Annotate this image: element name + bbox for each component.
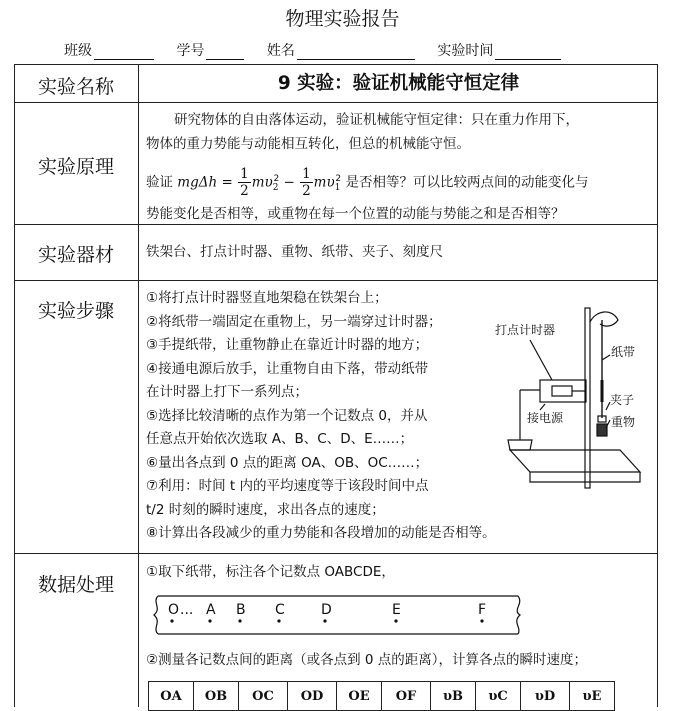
- step-line: ②将纸带一端固定在重物上，另一端穿过计时器；: [146, 313, 442, 330]
- formula-mv2: mυ: [251, 174, 273, 191]
- experiment-title: 9 实验：验证机械能守恒定律: [277, 73, 520, 94]
- tape-point-B: B: [236, 602, 246, 618]
- time-blank[interactable]: [495, 45, 561, 60]
- step-line: 在计时器上打下一系列点；: [146, 384, 308, 400]
- weight-icon: [597, 424, 607, 436]
- table-header: OA: [149, 682, 194, 711]
- principle-formula-line: [146, 156, 651, 202]
- class-label: 班级: [64, 43, 92, 59]
- label-timer: 打点计时器: [495, 323, 556, 337]
- power-source: [508, 440, 532, 450]
- formula-fraction: [238, 166, 251, 199]
- time-label: 实验时间: [437, 43, 494, 59]
- timer-window: [552, 386, 572, 396]
- tape-dot: [208, 619, 211, 622]
- row-label-data: 数据处理: [37, 574, 114, 596]
- principle-text: [146, 108, 651, 226]
- tape-dot: [238, 619, 241, 622]
- step-line: ④接通电源后放手，让重物自由下落，带动纸带: [146, 360, 429, 377]
- student-info-line: [64, 40, 561, 60]
- step-line: ①将打点计时器竖直地架稳在铁架台上；: [146, 290, 388, 306]
- step-line: ⑧计算出各段减少的重力势能和各段增加的动能是否相等。: [146, 525, 496, 541]
- hand-icon: [590, 312, 618, 326]
- fraction-numerator: 1: [302, 166, 311, 182]
- table-header: OB: [194, 682, 239, 711]
- name-label: 姓名: [266, 43, 295, 59]
- row-divider: [14, 280, 658, 281]
- tape-point-O: O: [168, 602, 180, 618]
- row-label-name: 实验名称: [37, 76, 114, 98]
- formula-square: 2: [273, 174, 280, 184]
- row-divider: [14, 102, 658, 103]
- row-label-steps: 实验步骤: [37, 300, 114, 322]
- equipment-list: 铁架台、打点计时器、重物、纸带、夹子、刻度尺: [146, 244, 443, 260]
- row-label-principle: 实验原理: [37, 156, 114, 178]
- formula-minus: −: [283, 174, 295, 191]
- formula-sub-2: 2: [272, 183, 279, 194]
- fraction-denominator: 2: [302, 183, 311, 199]
- principle-line-1: 研究物体的自由落体运动，验证机械能守恒定律：只在重力作用下，: [174, 112, 579, 128]
- tape-dot: [170, 619, 173, 622]
- step-line: ③手提纸带，让重物静止在靠近计时器的地方；: [146, 337, 429, 353]
- formula-mgdh: mgΔh: [177, 174, 218, 191]
- label-tape: 纸带: [611, 345, 636, 359]
- formula-square: 2: [335, 174, 342, 184]
- tape-dot: [394, 619, 397, 622]
- fraction-numerator: 1: [240, 166, 249, 182]
- report-title: 物理实验报告: [285, 8, 400, 30]
- formula-fraction: [300, 166, 313, 199]
- tape-point-A: A: [206, 602, 216, 618]
- formula-mv1: mυ: [313, 174, 335, 191]
- verify-prefix: 验证: [146, 174, 173, 191]
- step-line: ⑥量出各点到 0 点的距离 OA、OB、OC……；: [146, 454, 429, 471]
- tape-dot: [277, 619, 280, 622]
- tape-dot: [323, 619, 326, 622]
- tape-point-C: C: [275, 602, 285, 618]
- principle-line-2: 物体的重力势能与动能相互转化，但总的机械能守恒。: [146, 136, 470, 152]
- step-line: t/2 时刻的瞬时速度，求出各点的速度；: [146, 501, 385, 518]
- row-divider: [14, 553, 658, 554]
- principle-line-4: 势能变化是否相等，或重物在每一个位置的动能与势能之和是否相等？: [146, 206, 565, 222]
- table-header: OC: [239, 682, 288, 711]
- steps-list: [146, 287, 496, 546]
- student-id-label: 学号: [176, 43, 205, 59]
- tape-dots: ...: [180, 602, 194, 618]
- table-header-row: [149, 682, 615, 711]
- formula-sub-1: 1: [334, 183, 341, 194]
- paper-tape-diagram: [150, 590, 525, 640]
- student-id-blank[interactable]: [206, 45, 244, 60]
- label-clip: 夹子: [610, 393, 635, 407]
- tape-point-D: D: [321, 602, 332, 618]
- formula-equals: =: [221, 174, 233, 191]
- verify-suffix: 是否相等？可以比较两点间的动能变化与: [345, 174, 589, 191]
- class-blank[interactable]: [94, 45, 154, 60]
- stand-base: [510, 450, 640, 472]
- table-header: υD: [521, 682, 570, 711]
- column-divider: [138, 64, 139, 707]
- apparatus-diagram: [490, 300, 655, 500]
- table-header: υC: [476, 682, 521, 711]
- data-step-1: ①取下纸带，标注各个记数点 OABCDE，: [146, 564, 395, 580]
- row-label-equipment: 实验器材: [37, 244, 114, 266]
- data-step-2: ②测量各记数点间的距离（或各点到 0 点的距离），计算各点的瞬时速度；: [146, 652, 588, 668]
- table-header: OF: [382, 682, 431, 711]
- tape-point-E: E: [392, 602, 401, 618]
- table-header: υE: [570, 682, 615, 711]
- timer-pointer: [530, 340, 552, 380]
- step-line: ⑦利用：时间 t 内的平均速度等于该段时间中点: [146, 478, 429, 494]
- name-blank[interactable]: [297, 45, 415, 60]
- fraction-denominator: 2: [240, 183, 249, 199]
- tape-point-F: F: [478, 602, 487, 618]
- tape-wavy-right: [517, 596, 520, 634]
- table-header: OD: [288, 682, 337, 711]
- table-header: OE: [337, 682, 382, 711]
- table-header: υB: [431, 682, 476, 711]
- label-weight: 重物: [611, 415, 636, 429]
- step-line: 任意点开始依次选取 A、B、C、D、E……；: [146, 431, 414, 447]
- label-power: 接电源: [527, 411, 564, 425]
- tape-dot: [480, 619, 483, 622]
- tape-wavy-left: [154, 596, 158, 634]
- step-line: ⑤选择比较清晰的点作为第一个记数点 0，并从: [146, 407, 428, 424]
